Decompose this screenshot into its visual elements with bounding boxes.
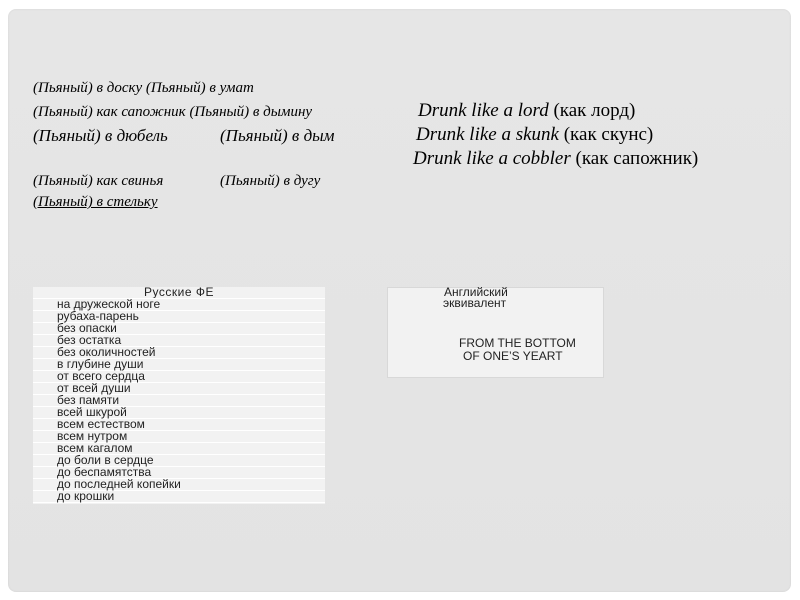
table-row: до беспамятства (33, 466, 325, 479)
table-header: Русские ФЕ (144, 285, 214, 299)
table-row: всем нутром (33, 430, 325, 443)
table-row: до последней копейки (33, 478, 325, 491)
english-equivalent-1 (418, 100, 635, 122)
table-row: без опаски (33, 322, 325, 335)
table-row: без околичностей (33, 346, 325, 359)
russian-gloss: (как сапожник) (570, 148, 699, 169)
table-header-line-1: Английский (444, 285, 508, 299)
table-row: на дружеской ноге (33, 298, 325, 311)
russian-line-1: (Пьяный) в доску (Пьяный) в умат (33, 80, 254, 96)
table-row: до боли в сердце (33, 454, 325, 467)
table-row: без остатка (33, 334, 325, 347)
english-equivalent-2 (416, 124, 653, 146)
table-row: от всего сердца (33, 370, 325, 383)
table-row: рубаха-парень (33, 310, 325, 323)
english-equivalent-3 (413, 148, 698, 170)
english-equivalent-table (387, 287, 604, 378)
russian-line-5: (Пьяный) в стельку (33, 194, 158, 210)
table-row: в глубине души (33, 358, 325, 371)
table-row: всем естеством (33, 418, 325, 431)
table-row: без памяти (33, 394, 325, 407)
russian-line-4a: (Пьяный) как свинья (33, 173, 164, 189)
english-phrase: Drunk like a cobbler (413, 148, 571, 169)
russian-line-2: (Пьяный) как сапожник (Пьяный) в дымину (33, 104, 313, 120)
russian-fe-table (33, 287, 325, 504)
english-phrase: Drunk like a lord (418, 100, 549, 121)
table-row: всем кагалом (33, 442, 325, 455)
russian-line-3a: (Пьяный) в дюбель (33, 126, 168, 145)
russian-line-3b: (Пьяный) в дым (220, 126, 335, 145)
russian-line-4b: (Пьяный) в дугу (220, 173, 321, 189)
table-row: от всей души (33, 382, 325, 395)
equivalent-value-line-2: OF ONE’S YEART (463, 349, 563, 363)
russian-gloss: (как скунс) (558, 124, 654, 145)
table-header-line-2: эквивалент (443, 296, 507, 310)
equivalent-value-line-1: FROM THE BOTTOM (459, 336, 576, 350)
russian-gloss: (как лорд) (548, 100, 636, 121)
english-phrase: Drunk like a skunk (416, 124, 559, 145)
table-row: до крошки (33, 490, 325, 503)
table-row: всей шкурой (33, 406, 325, 419)
